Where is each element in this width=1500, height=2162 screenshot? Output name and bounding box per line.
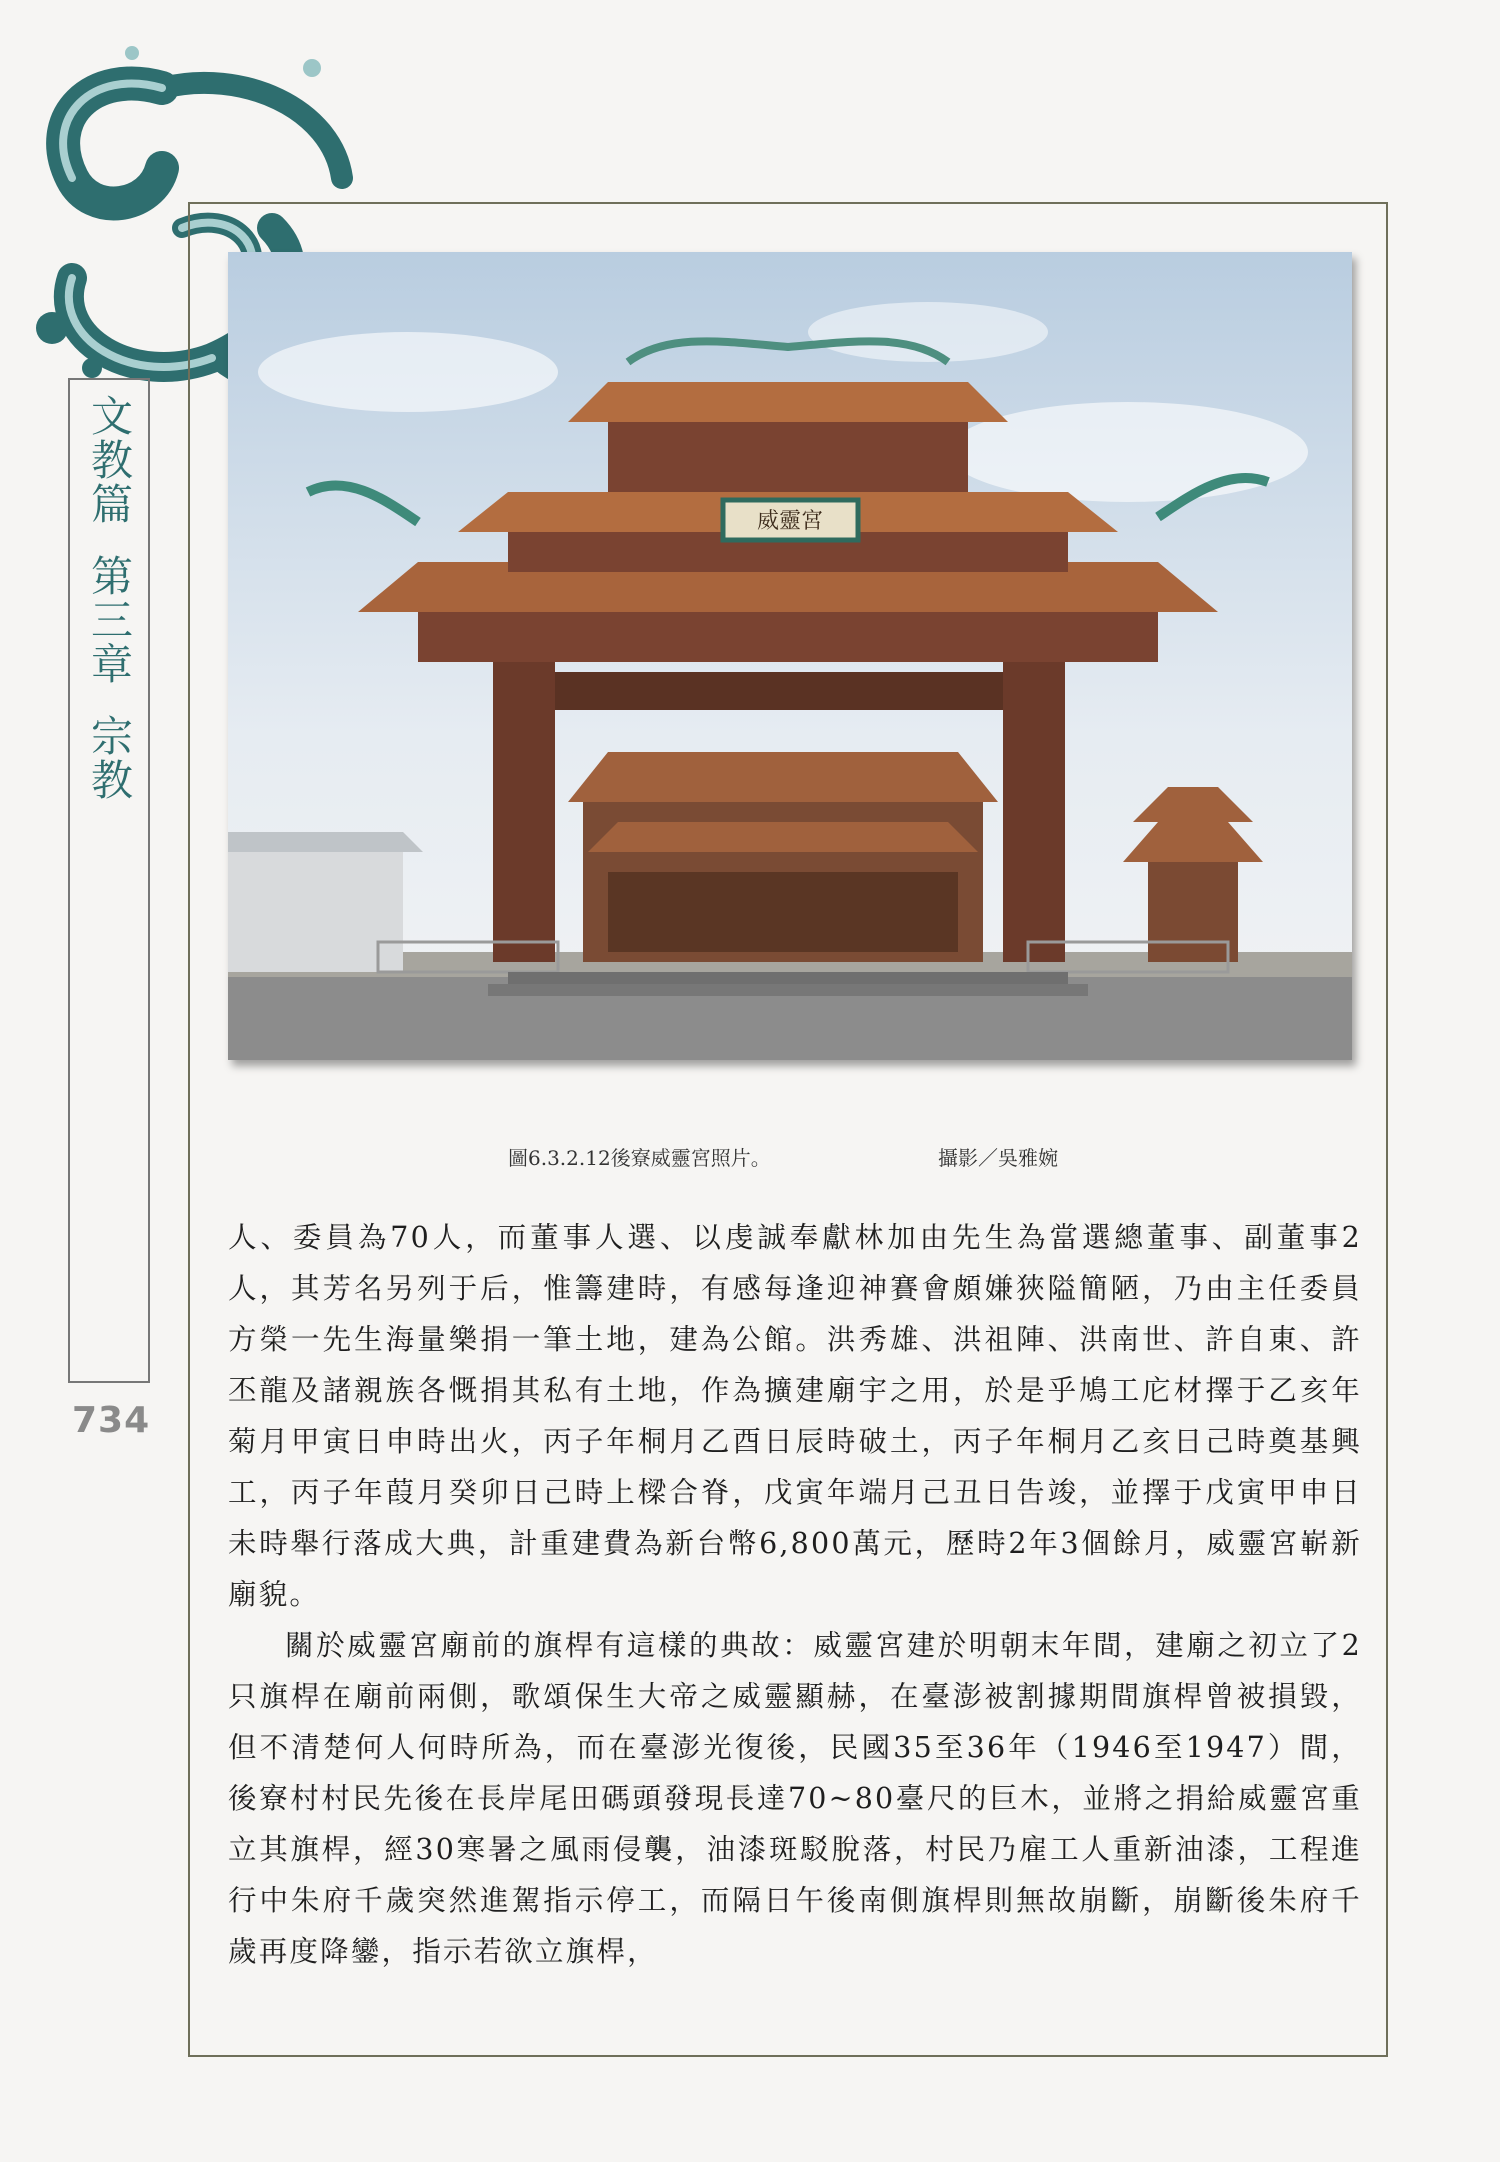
photo-caption	[508, 1142, 1208, 1171]
section-label: 宗教	[85, 714, 134, 802]
chapter-sidebar	[68, 378, 150, 1383]
caption-title: 圖6.3.2.12後寮威靈宮照片。	[508, 1146, 771, 1170]
photo-credit: 攝影／吳雅婉	[938, 1146, 1058, 1170]
plaque-text: 威靈宮	[756, 509, 824, 534]
paragraph: 關於威靈宮廟前的旗桿有這樣的典故：威靈宮建於明朝末年間，建廟之初立了2只旗桿在廟前兩側，歌頌保生大帝之威靈顯赫，在臺澎被割據期間旗桿曾被損毀，但不清楚何人何時所為，而在臺澎光復後，民國35至36年（1946至1947）間，後寮村村民先後在長岸尾田碼頭發現長達70~80臺尺的巨木，並將之捐給威靈宮重立其旗桿，經30寒暑之風雨侵襲，油漆斑駁脫落，村民乃雇工人重新油漆，工程進行中朱府千歲突然進駕指示停工，而隔日午後南側旗桿則無故崩斷，崩斷後朱府千歲再度降鑾，指示若欲立旗桿，	[228, 1629, 1362, 1968]
page-number: 734	[72, 1400, 151, 1441]
paragraph: 人、委員為70人，而董事人選、以虔誠奉獻林加由先生為當選總董事、副董事2人，其芳名另列于后，惟籌建時，有感每逢迎神賽會頗嫌狹隘簡陋，乃由主任委員方榮一先生海量樂捐一筆土地，建為公館。洪秀雄、洪祖陣、洪南世、許自東、許丕龍及諸親族各慨捐其私有土地，作為擴建廟宇之用，於是乎鳩工庀材擇于乙亥年菊月甲寅日申時出火，丙子年桐月乙酉日辰時破土，丙子年桐月乙亥日己時奠基興工，丙子年葭月癸卯日己時上樑合脊，戊寅年端月己丑日告竣，並擇于戊寅甲申日未時舉行落成大典，計重建費為新台幣6,800萬元，歷時2年3個餘月，威靈宮嶄新廟貌。	[228, 1221, 1362, 1611]
body-text	[228, 1212, 1362, 1977]
temple-photo	[228, 252, 1352, 1060]
part-label: 文教篇	[85, 394, 134, 526]
chapter-label	[70, 394, 148, 802]
chapter-number-label: 第三章	[85, 554, 134, 686]
